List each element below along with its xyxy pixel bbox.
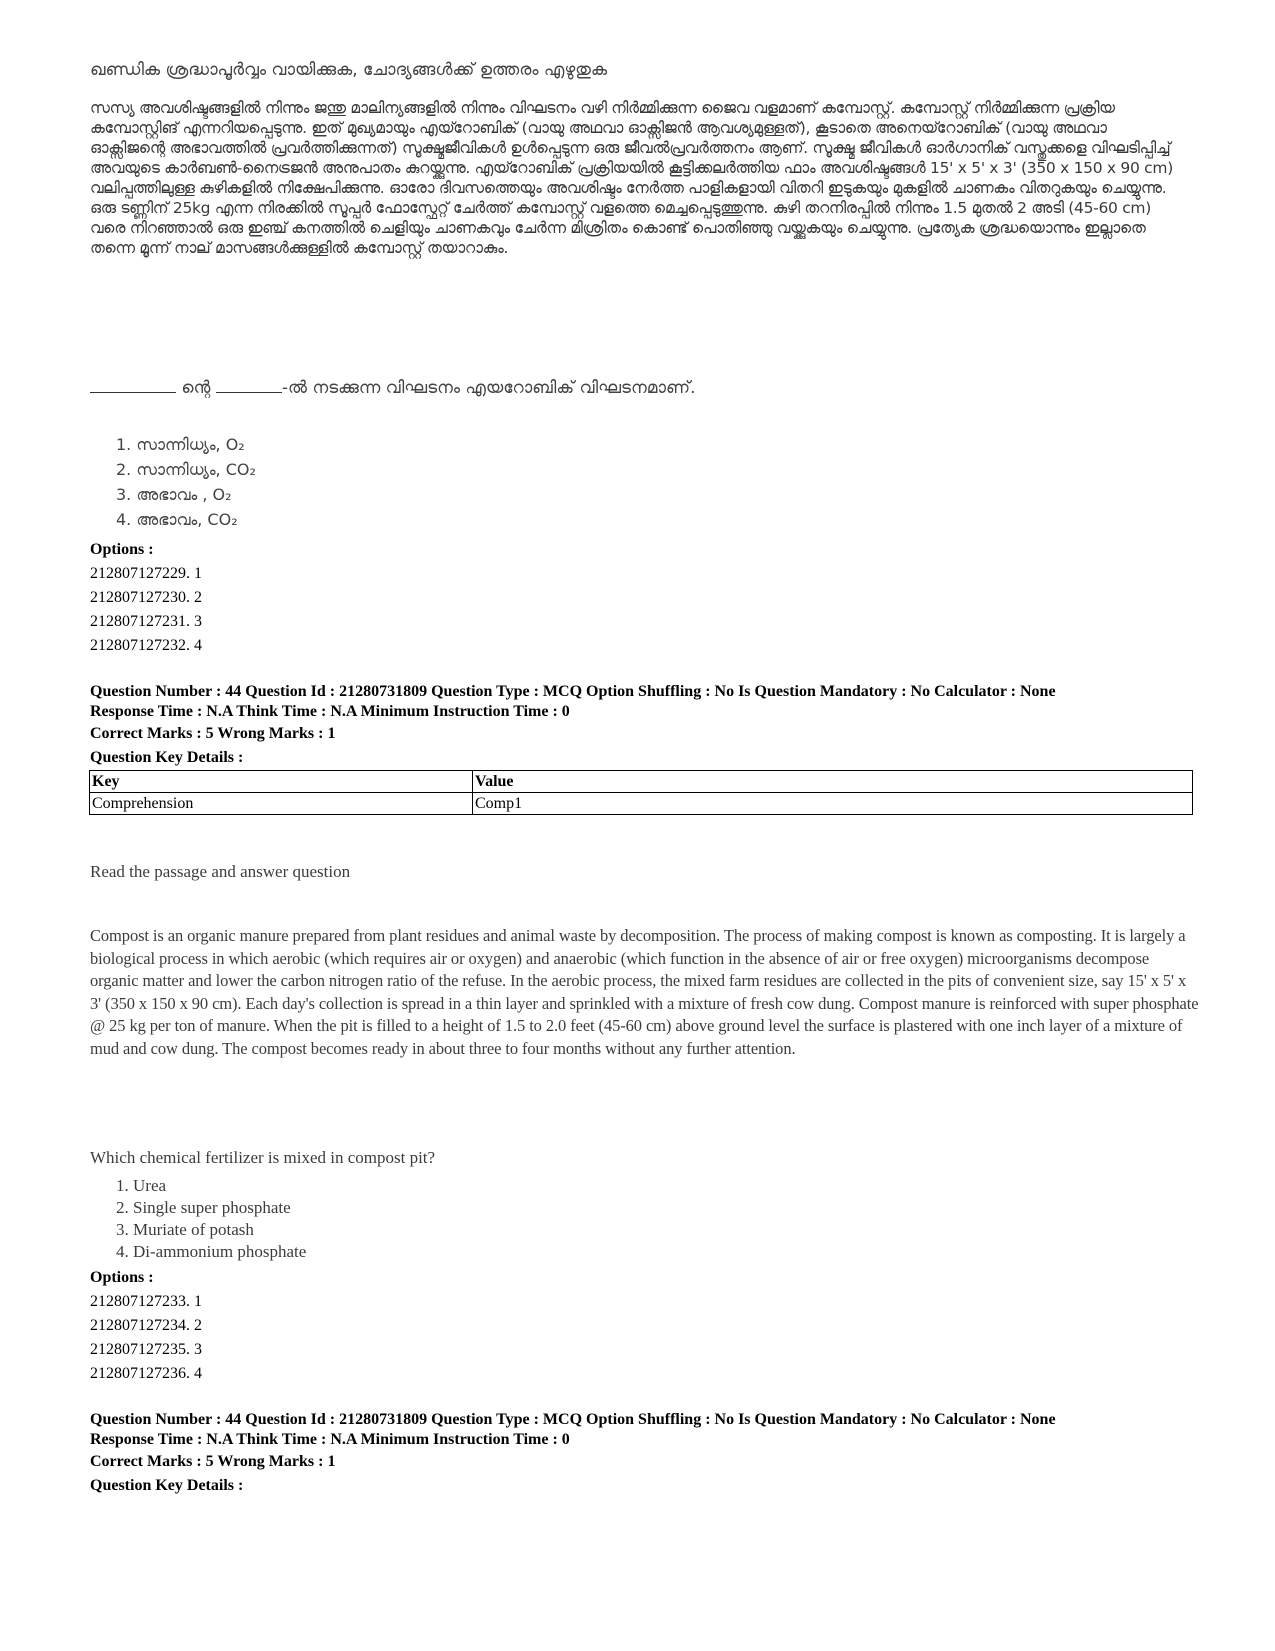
english-instruction-heading: Read the passage and answer question (90, 862, 351, 881)
option-item: 212807127230. 2 (90, 589, 202, 606)
question-meta-line: Response Time : N.A Think Time : N.A Minimum Instruction Time : 0 (90, 1431, 570, 1448)
malayalam-instruction-heading: ഖണ്ഡിക ശ്രദ്ധാപൂർവ്വം വായിക്കുക, ചോദ്യങ്ങൾക്ക് ഉത്തരം എഴുതുക (90, 60, 608, 80)
option-item: 212807127232. 4 (90, 637, 202, 654)
malayalam-passage: സസ്യ അവശിഷ്ടങ്ങളിൽ നിന്നും ജന്തു മാലിന്യങ്ങളിൽ നിന്നും വിഘടനം വഴി നിർമ്മിക്കുന്ന ജൈവ വളമാണ് കമ്പോസ്റ്റ്. കമ്പോസ്റ്റ് നിർമ്മിക്കുന്ന പ്രക്രിയ കമ്പോസ്റ്റിങ് എന്നറിയപ്പെടുന്നു. ഇത് മുഖ്യമായും എയ്റോബിക് (വായു അഥവാ ഓക്സിജൻ ആവശ്യമുള്ളത്), കൂടാതെ അനെയ്റോബിക് (വായു അഥവാ ഓക്സിജന്റെ അഭാവത്തിൽ പ്രവർത്തിക്കുന്നത്) സൂക്ഷ്മജീവികൾ ഉൾപ്പെടുന്ന ഒരു ജീവൽപ്രവർത്തനം ആണ്. സൂക്ഷ്മ ജീവികൾ ഓർഗാനിക് വസ്തുക്കളെ വിഘടിപ്പിച്ച് അവയുടെ കാർബൺ-നൈട്രജൻ അനുപാതം കുറയ്ക്കുന്നു. എയ്റോബിക് പ്രക്രിയയിൽ കൂട്ടിക്കലർത്തിയ ഫാം അവശിഷ്ടങ്ങൾ 15' x 5' x 3' (350 x 150 x 90 cm) വലിപ്പത്തിലുള്ള കുഴികളിൽ നിക്ഷേപിക്കുന്നു. ഓരോ ദിവസത്തെയും അവശിഷ്ടം നേർത്ത പാളികളായി വിതറി ഇടുകയും മുകളിൽ ചാണകം വിതറുകയും ചെയ്യുന്നു. ഒരു ടണ്ണിന് 25kg എന്ന നിരക്കിൽ സൂപ്പർ ഫോസ്ഫേറ്റ് ചേർത്ത് കമ്പോസ്റ്റ് വളത്തെ മെച്ചപ്പെടുത്തുന്നു. കുഴി തറനിരപ്പിൽ നിന്നും 1.5 മുതൽ 2 അടി (45-60 cm) വരെ നിറഞ്ഞാൽ ഒരു ഇഞ്ച് കനത്തിൽ ചെളിയും ചാണകവും ചേർന്ന മിശ്രിതം കൊണ്ട് പൊതിഞ്ഞു വയ്ക്കുകയും ചെയ്യുന്നു. പ്രത്യേക ശ്രദ്ധയൊന്നും ഇല്ലാതെ തന്നെ മൂന്ന് നാല് മാസങ്ങൾക്കുള്ളിൽ കമ്പോസ്റ്റ് തയാറാകും. (90, 99, 1173, 257)
option-item: 212807127231. 3 (90, 613, 202, 630)
choice-item: 2. Single super phosphate (116, 1198, 291, 1217)
choice-item: 3. Muriate of potash (116, 1220, 254, 1239)
choice-item: 2. സാന്നിധ്യം, CO₂ (116, 460, 256, 479)
question-end-text: -ൽ നടക്കുന്ന വിഘടനം എയറോബിക് വിഘടനമാണ്. (281, 378, 696, 398)
table-row (90, 793, 1193, 815)
question-meta (90, 1410, 1056, 1498)
marks-line: Correct Marks : 5 Wrong Marks : 1 (90, 1453, 336, 1470)
question-mid-text: ന്റെ (181, 378, 211, 398)
table-cell: Comp1 (473, 793, 1193, 815)
english-choice-list (116, 1175, 306, 1263)
options-block (90, 1266, 202, 1386)
malayalam-choice-list (116, 432, 256, 532)
option-item: 212807127233. 1 (90, 1293, 202, 1310)
choice-item: 4. അഭാവം, CO₂ (116, 510, 238, 529)
question-meta-line: Question Number : 44 Question Id : 21280731809 Question Type : MCQ Option Shuffling : No Is Question Mandatory : No Calculator : None (90, 683, 1056, 700)
question-key-table (89, 770, 1193, 815)
malayalam-question (90, 378, 1190, 398)
choice-item: 4. Di-ammonium phosphate (116, 1242, 307, 1261)
table-header-cell: Key (90, 771, 473, 793)
key-details-label: Question Key Details : (90, 1477, 244, 1494)
english-question: Which chemical fertilizer is mixed in compost pit? (90, 1148, 436, 1167)
option-item: 212807127235. 3 (90, 1341, 202, 1358)
choice-item: 3. അഭാവം , O₂ (116, 485, 232, 504)
option-item: 212807127236. 4 (90, 1365, 202, 1382)
english-passage: Compost is an organic manure prepared from plant residues and animal waste by decomposition. The process of making compost is known as composting. It is largely a biological process in which aerobic (which requires air or oxygen) and anaerobic (which function in the absence of air or free oxygen) microorganisms decompose organic matter and lower the carbon nitrogen ratio of the refuse. In the aerobic process, the mixed farm residues are collected in the pits of convenient size, say 15' x 5' x 3' (350 x 150 x 90 cm). Each day's collection is spread in a thin layer and sprinkled with a mixture of fresh cow dung. Compost manure is reinforced with super phosphate @ 25 kg per ton of manure. When the pit is filled to a height of 1.5 to 2.0 feet (45-60 cm) above ground level the surface is plastered with one inch layer of a mixture of mud and cow dung. The compost becomes ready in about three to four months without any further attention. (90, 926, 1199, 1058)
question-meta-line: Response Time : N.A Think Time : N.A Minimum Instruction Time : 0 (90, 703, 570, 720)
table-header-cell: Value (473, 771, 1193, 793)
answer-blank (216, 378, 282, 393)
choice-item: 1. സാന്നിധ്യം, O₂ (116, 435, 245, 454)
table-header-row (90, 771, 1193, 793)
table-cell: Comprehension (90, 793, 473, 815)
options-label: Options : (90, 1269, 154, 1286)
options-label: Options : (90, 541, 154, 558)
marks-line: Correct Marks : 5 Wrong Marks : 1 (90, 725, 336, 742)
answer-blank (90, 378, 176, 393)
choice-item: 1. Urea (116, 1176, 167, 1195)
options-block (90, 538, 202, 658)
option-item: 212807127234. 2 (90, 1317, 202, 1334)
question-meta-line: Question Number : 44 Question Id : 21280731809 Question Type : MCQ Option Shuffling : No Is Question Mandatory : No Calculator : None (90, 1411, 1056, 1428)
option-item: 212807127229. 1 (90, 565, 202, 582)
question-meta (90, 682, 1056, 770)
key-details-label: Question Key Details : (90, 749, 244, 766)
